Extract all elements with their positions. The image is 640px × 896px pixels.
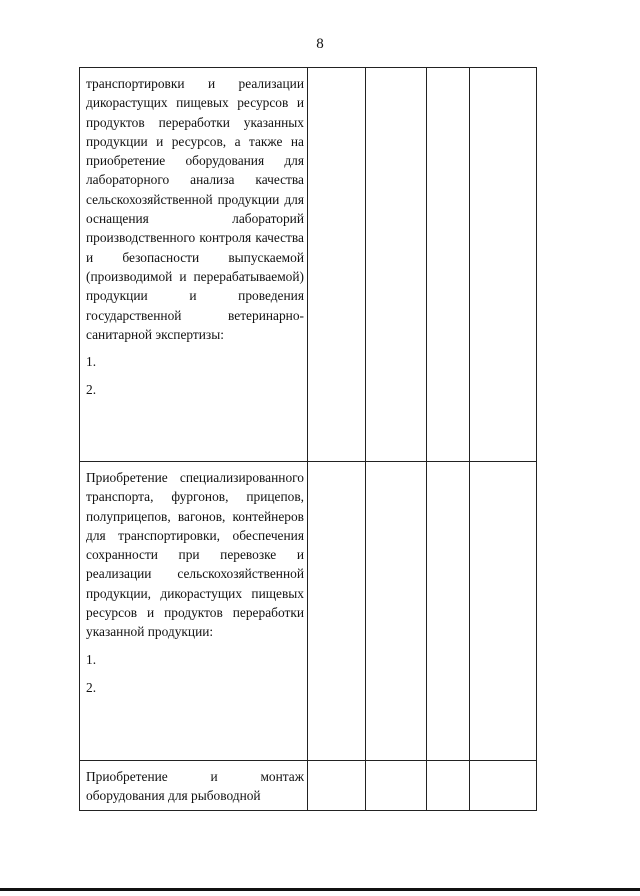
table-row (80, 68, 537, 462)
empty-cell (470, 462, 537, 761)
list-item: 2. (86, 679, 97, 695)
list-item: 2. (86, 382, 97, 398)
description-cell (80, 761, 308, 811)
table-row (80, 761, 537, 811)
empty-cell (308, 68, 366, 462)
description-cell (80, 462, 308, 761)
empty-cell (427, 462, 470, 761)
empty-cell (427, 761, 470, 811)
page-number: 8 (316, 36, 324, 52)
description-cell (80, 68, 308, 462)
empty-cell (470, 761, 537, 811)
row-description: Приобретение и монтаж оборудования для рыбоводной (86, 769, 304, 804)
empty-cell (470, 68, 537, 462)
empty-cell (366, 761, 427, 811)
scan-edge-line (0, 888, 640, 891)
list-item: 1. (86, 354, 97, 370)
empty-cell (366, 68, 427, 462)
row-description: Приобретение специализированного транспорта, фургонов, прицепов, полуприцепов, вагонов, контейнеров для транспортировки, обеспечения сохранности при перевозке и реализации сельскохозяйственной продукции, дикорастущих пищевых ресурсов и продуктов переработки указанной продукции: (86, 470, 304, 640)
empty-cell (366, 462, 427, 761)
empty-cell (308, 761, 366, 811)
table-row (80, 462, 537, 761)
empty-cell (427, 68, 470, 462)
empty-cell (308, 462, 366, 761)
list-item: 1. (86, 651, 97, 667)
form-table (79, 67, 537, 811)
row-description: транспортировки и реализации дикорастущих пищевых ресурсов и продуктов переработки указанных продукции и ресурсов, а также на приобретение оборудования для лабораторного анализа качества сельскохозяйственной продукции для оснащения лабораторий производственного контроля качества и безопасности выпускаемой (производимой и перерабатываемой) продукции и проведения государственной ветеринарно-санитарной экспертизы: (86, 76, 304, 342)
